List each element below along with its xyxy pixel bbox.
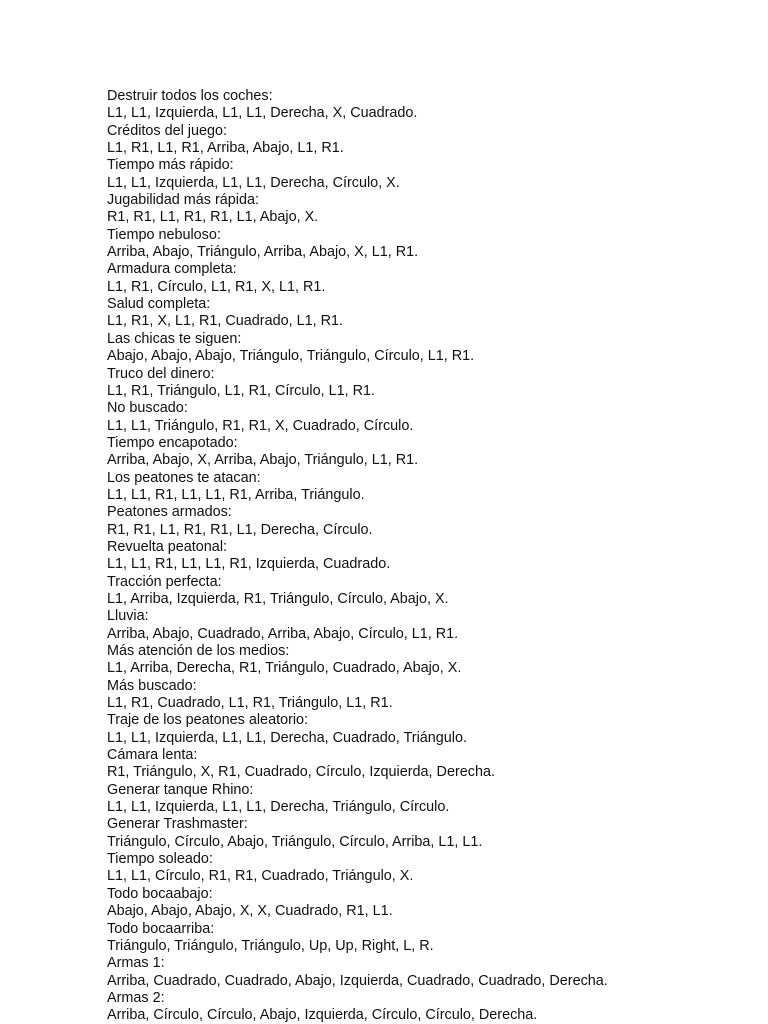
cheat-code: Arriba, Cuadrado, Cuadrado, Abajo, Izquierda, Cuadrado, Cuadrado, Derecha. xyxy=(107,972,608,989)
cheat-code: L1, R1, Círculo, L1, R1, X, L1, R1. xyxy=(107,278,326,295)
cheat-title: Traje de los peatones aleatorio: xyxy=(107,712,309,729)
cheat-title: Tiempo nebuloso: xyxy=(107,226,221,243)
cheat-title: Tiempo encapotado: xyxy=(107,434,238,451)
cheat-code: L1, L1, R1, L1, L1, R1, Izquierda, Cuadrado. xyxy=(107,556,391,573)
cheat-title: Todo bocaarriba: xyxy=(107,920,215,937)
cheat-code: L1, L1, Izquierda, L1, L1, Derecha, Triángulo, Círculo. xyxy=(107,799,450,816)
cheat-title: Armas 2: xyxy=(107,989,165,1006)
cheat-title: Tiempo más rápido: xyxy=(107,157,234,174)
cheat-title: Más atención de los medios: xyxy=(107,643,290,659)
cheat-code: Arriba, Círculo, Círculo, Abajo, Izquierda, Círculo, Círculo, Derecha. xyxy=(107,1007,538,1024)
cheat-code: L1, L1, Izquierda, L1, L1, Derecha, X, Cuadrado. xyxy=(107,105,418,122)
cheat-title: Armas 1: xyxy=(107,955,165,972)
cheat-title: Destruir todos los coches: xyxy=(107,88,273,104)
cheat-code: R1, R1, L1, R1, R1, L1, Abajo, X. xyxy=(107,209,319,226)
cheat-code: R1, R1, L1, R1, R1, L1, Derecha, Círculo. xyxy=(107,521,373,538)
cheat-code: L1, L1, Círculo, R1, R1, Cuadrado, Triángulo, X. xyxy=(107,868,414,885)
cheat-title: Revuelta peatonal: xyxy=(107,538,228,555)
cheat-title: Armadura completa: xyxy=(107,261,237,278)
cheat-code: Arriba, Abajo, Triángulo, Arriba, Abajo, X, L1, R1. xyxy=(107,244,419,261)
cheat-title: Cámara lenta: xyxy=(107,747,198,764)
cheat-code: Triángulo, Triángulo, Triángulo, Up, Up, Right, L, R. xyxy=(107,937,434,954)
cheat-code: R1, Triángulo, X, R1, Cuadrado, Círculo, Izquierda, Derecha. xyxy=(107,764,495,781)
cheat-title: Peatones armados: xyxy=(107,504,232,521)
cheat-code: L1, L1, Triángulo, R1, R1, X, Cuadrado, Círculo. xyxy=(107,417,414,434)
cheat-title: Las chicas te siguen: xyxy=(107,330,242,347)
cheat-title: Salud completa: xyxy=(107,296,211,313)
cheat-code: L1, R1, X, L1, R1, Cuadrado, L1, R1. xyxy=(107,313,343,330)
cheat-title: Jugabilidad más rápida: xyxy=(107,192,259,209)
cheat-code: L1, R1, Triángulo, L1, R1, Círculo, L1, R1. xyxy=(107,382,375,399)
cheat-code: L1, R1, Cuadrado, L1, R1, Triángulo, L1, R1. xyxy=(107,695,393,712)
cheat-title: Lluvia: xyxy=(107,608,149,625)
cheat-code: L1, L1, Izquierda, L1, L1, Derecha, Círculo, X. xyxy=(107,174,400,191)
cheat-title: Tiempo soleado: xyxy=(107,851,213,868)
cheat-code: Triángulo, Círculo, Abajo, Triángulo, Círculo, Arriba, L1, L1. xyxy=(107,833,483,850)
cheat-title: Todo bocaabajo: xyxy=(107,885,213,902)
cheat-title: Generar Trashmaster: xyxy=(107,816,248,833)
cheat-code: L1, L1, R1, L1, L1, R1, Arriba, Triángulo. xyxy=(107,486,365,503)
cheat-list xyxy=(107,88,747,1024)
cheat-code: L1, L1, Izquierda, L1, L1, Derecha, Cuadrado, Triángulo. xyxy=(107,729,467,746)
cheat-code: Abajo, Abajo, Abajo, X, X, Cuadrado, R1, L1. xyxy=(107,903,393,920)
cheat-title: No buscado: xyxy=(107,400,188,417)
cheat-title: Generar tanque Rhino: xyxy=(107,781,254,798)
cheat-code: Arriba, Abajo, X, Arriba, Abajo, Triángulo, L1, R1. xyxy=(107,452,419,469)
cheat-code: L1, R1, L1, R1, Arriba, Abajo, L1, R1. xyxy=(107,140,344,157)
cheat-title: Más buscado: xyxy=(107,677,197,694)
cheat-code: Abajo, Abajo, Abajo, Triángulo, Triángulo, Círculo, L1, R1. xyxy=(107,348,475,365)
cheat-title: Créditos del juego: xyxy=(107,122,227,139)
cheat-title: Truco del dinero: xyxy=(107,365,215,382)
cheat-code: L1, Arriba, Derecha, R1, Triángulo, Cuadrado, Abajo, X. xyxy=(107,660,462,677)
cheat-code: Arriba, Abajo, Cuadrado, Arriba, Abajo, Círculo, L1, R1. xyxy=(107,625,459,642)
cheat-title: Tracción perfecta: xyxy=(107,573,222,590)
cheat-title: Los peatones te atacan: xyxy=(107,469,261,486)
cheat-code: L1, Arriba, Izquierda, R1, Triángulo, Círculo, Abajo, X. xyxy=(107,590,449,607)
